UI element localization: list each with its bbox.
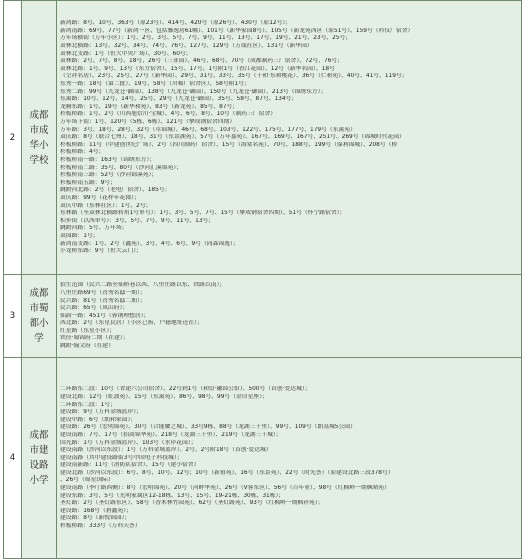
address-line: 民兴路：65号（凤山府）； xyxy=(60,305,129,312)
address-line: 新鸿路：8号、10号、363号（原23号）、414号、420号（原26号）、430号（原12号）； xyxy=(60,20,292,27)
address-line: 杉板桥南三路：52号（沙河锦溪苑）； xyxy=(60,172,158,179)
school-cell xyxy=(22,1,57,275)
address-line: 双庆路：99号（花样年花郡）； xyxy=(60,194,140,201)
address-line: 万年路：3号、18号、28号、32号（卓锦城）、46号、68号、103号、122号、175号、177号、179号（东篱苑） xyxy=(60,126,356,133)
address-line: 东秀二路：99号（九龙仓·御园）、138号（九龙仓·御园）、150号（九龙仓·御园）、213号（锦绣东方）； xyxy=(60,88,327,95)
school-cell xyxy=(22,275,57,358)
address-line: 建设中路：6号（朗和家园）； xyxy=(60,416,137,423)
address-line: 建设南路（李厅路西侧）：8号（宏明锦苑）、20号（河畔华苑）、26号（V客东区）、56号（百年业）、98号（红枫岭一期枫晴苑） xyxy=(60,485,390,492)
table-row xyxy=(4,275,522,358)
table-row xyxy=(4,1,522,275)
address-line: 、26号（锦星国际） xyxy=(60,477,114,484)
address-list xyxy=(57,385,521,530)
address-line: 东秀一路：18号（第二批）、19号、58号（川棉厂宿舍区）、58号附1号； xyxy=(60,81,250,88)
address-line: 建设路：26号（宏明锦苑）、30号（合能耀之城）、33号9栋、88号（龙湖三千里）、99号、109号（朗基城5公园） xyxy=(60,424,356,431)
enrollment-area-cell xyxy=(57,1,522,275)
address-line: 建设北路（沙河以东段）：6号、8号、10号、12号；10号（新禧苑）、16号（东景苑）、22号（时光荟）（原建设北路三段378号） xyxy=(60,469,394,476)
address-line: 国光路：1号（万科金域蓝岸）、103号（水岸花园）； xyxy=(60,439,197,446)
address-line: 民兴路：81号（青秀名邸二期）； xyxy=(60,297,146,304)
address-line: 万年场下街：1号、120号（5栋、6栋）、121号（攀成钢宿舍四期） xyxy=(60,119,236,126)
address-list xyxy=(57,281,521,350)
address-line: 八里庄路69号（青秀名邸一期）； xyxy=(60,289,146,296)
address-line: 双林北路：1号、9号、13号（东方宿舍）、15号、17号、1号附1号（香江花园）、12号（新华名园）、18号 xyxy=(60,65,335,72)
address-line: 杉板桥路：1号、2号（川西旭信川·宝城）、4号、6号、8号、10号（制药三厂宿舍） xyxy=(60,111,277,118)
school-name: 成都市成华小学校 xyxy=(29,109,49,166)
school-name: 成都市蜀都小学 xyxy=(29,288,49,344)
address-line: 杉板桥路：11号（中建创世纪广场）、2号（四川制药厂宿舍）、15号（海棠名苑）、70号、188号、199号（保利锦城）、208号（桥 xyxy=(60,141,398,148)
school-cell xyxy=(22,358,57,559)
address-line: 双庆中路（东林社区）：1号、2号； xyxy=(60,202,152,209)
address-line: 跳蹬河北路：2号（老电厂宿舍）、185号； xyxy=(60,187,171,194)
address-line: 二环路东二段：10号（省建六公司宿舍）、22号到1号（和信·融锦公馆）、500号（首创·爱达城）； xyxy=(60,386,311,393)
address-line: 圣灯路：2号（圣灯路东区）、58号（香木林竹园苑）、62号（圣灯路苑）、93号（红枫岭一期枫祥苑）； xyxy=(60,500,324,507)
address-line: 新鸿南支路：1号、2号（鑫苑）、3号、4号、6号、9号（同森锦逸）； xyxy=(60,240,239,247)
address-line: 杉板桥路：333号（万科天荟） xyxy=(60,523,141,530)
address-line: 招生范围（民兴二路至仙桥巷以西、八里庄路以东、铁路以南）； xyxy=(60,282,226,289)
address-line: （呈祥名居）、23号、25号、27号（新华园）、29号、31号、33号、35号（千和·东和桃花）、36号（仁和苑）、40号、41号、119号； xyxy=(60,73,408,80)
address-line: 杉板桥南五路：9号； xyxy=(60,179,116,186)
address-line: 双林路：2号、7号、8号、18号、26号（三亚园）、46号、68号、70号（成都制药三厂宿舍）、72号、76号； xyxy=(60,58,343,65)
row-number: 3 xyxy=(4,275,22,358)
address-line: 建设路：168号（碧鑫苑）； xyxy=(60,507,132,514)
address-line: 建设东路：3号、5号（光明家属区12-18栋、13号、15号、19-21栋、30栋、31栋）； xyxy=(60,492,285,499)
address-line: 西北路：2号（东星民居）（小区已拆，户籍地址还在）； xyxy=(60,320,203,327)
address-line: 新鸿南路：69号、77号（新鸿一区、包括馨逸居61幢）、101号（新华家园8号）、105号（新龙苑西区（原51号）、159号（科仪厂宿舍） xyxy=(60,27,414,34)
address-line: 小龙桥东路：9号（恒大云门）； xyxy=(60,248,142,255)
address-line: 杉板桥南二路：35号、80号（沙河汇溪锦苑）； xyxy=(60,164,182,171)
row-number: 4 xyxy=(4,358,22,559)
address-line: 双林北横路：13号、32号、34号、74号、76号、127号、129号（万晟社区）、131号（新华园） xyxy=(60,43,313,50)
address-line: 东林路（至双林北横路转角1号单号）：1号、3号、5号、7号、15号（攀成钢宿舍四期）、51号（怀宁路宿舍）； xyxy=(60,210,346,217)
table-row xyxy=(4,358,522,559)
address-line: 双园路：1号； xyxy=(60,232,99,239)
address-line: 建设路：8号（新悦锦园）； xyxy=(60,515,131,522)
address-line: 双林北支路：1号（恒大中央广场）、30号、60号； xyxy=(60,50,192,57)
enrollment-area-cell xyxy=(57,275,522,358)
table-body xyxy=(4,1,522,559)
address-line: 建设南路（其中建设路街3号中国电子科技城）； xyxy=(60,454,183,461)
address-line: 二环路东二段：1号； xyxy=(60,401,116,408)
address-list xyxy=(57,19,521,255)
address-line: 仙韵一路：451号（蓉钢理想居）； xyxy=(60,312,150,319)
address-line: 积步街（以西单号）：3号、5号、7号、9号、11号、13号； xyxy=(60,217,215,224)
address-line: 杉板桥南一路：163号（锦绣东方）； xyxy=(60,156,156,163)
address-line: 红星路（东星小区）； xyxy=(60,327,116,334)
address-line: 龙腾东路：1号、19号（新华和苑）、83号（新龙苑）、85号、87号； xyxy=(60,103,239,110)
address-line: 建设北路：12号（虹波苑）、15号（东篱苑）、86号、98号、99号（金房星座）； xyxy=(60,393,268,400)
address-line: 铁径·蜀锦府二期（在建）； xyxy=(60,335,129,342)
address-line: 东篱路：10号、12号、14号、25号、29号（九龙仓·御园）、35号、58号、87号、134号； xyxy=(60,96,298,103)
address-line: 杉板桥路：4号； xyxy=(60,149,105,156)
admission-zone-table xyxy=(3,0,522,559)
address-line: 建设南路：7号、17号（招商锦华苑）、218号（龙湖三千里）、219号（龙湖三千城）； xyxy=(60,431,282,438)
address-line: 建设路：9号（万科金域蓝岸）； xyxy=(60,409,142,416)
address-line: 双庆路：8号（联合七州）、18号、31号（东景湖苑）、57号（万年嘉苑）、167号、169号、167号、251号、269号（锦城时代花园） xyxy=(60,134,405,141)
address-line: 万年场横街（万年小区）：1号、2号、3号、5号、7号、9号、11号、13号、17号、19号、21号、23号、25号； xyxy=(60,35,352,42)
address-line: 跳蹬·翰文府（在建） xyxy=(60,343,115,350)
address-line: 跳蹬河路：5号、万年场； xyxy=(60,225,128,232)
address-line: 建设南新路：11号（消防队宿舍）、15号（建小宿舍） xyxy=(60,462,200,469)
address-line: 建设南路（沙河以东段）：1号（万科金域蓝岸）、2号、2号附18号（首创·爱达城） xyxy=(60,447,272,454)
school-name: 成都市建设路小学 xyxy=(29,430,49,486)
row-number: 2 xyxy=(4,1,22,275)
enrollment-area-cell xyxy=(57,358,522,559)
